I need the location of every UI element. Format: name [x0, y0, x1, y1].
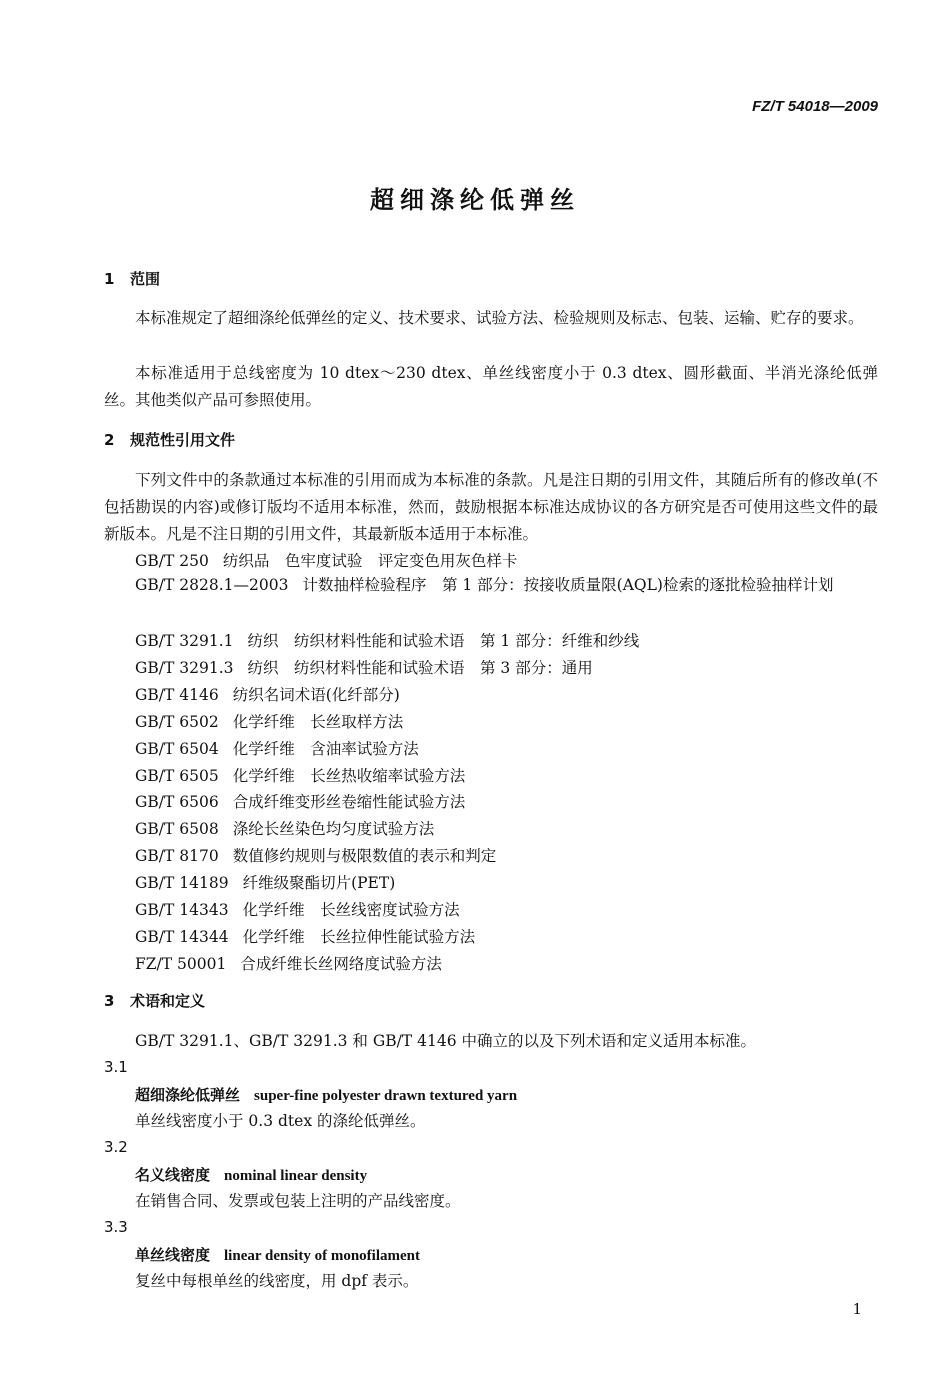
term-chinese: 名义线密度: [135, 1166, 211, 1184]
section-title: 范围: [130, 270, 161, 288]
reference-title: 数值修约规则与极限数值的表示和判定: [232, 847, 497, 866]
page-title: 超细涤纶低弹丝: [370, 186, 580, 214]
reference-code: GB/T 3291.3: [135, 658, 234, 677]
reference-code: GB/T 14343: [135, 901, 229, 919]
section-3-heading: [104, 990, 205, 1011]
reference-code: GB/T 3291.1: [135, 632, 234, 650]
term-heading: [135, 1164, 367, 1185]
reference-item: [135, 844, 496, 866]
term-heading: [135, 1244, 420, 1265]
section-1-paragraph-2: 本标准适用于总线密度为 10 dtex～230 dtex、单丝线密度小于 0.3 dtex、圆形截面、半消光涤纶低弹丝。其他类似产品可参照使用。: [104, 364, 878, 409]
term-number: 3.3: [104, 1218, 128, 1236]
term-english: linear density of monofilament: [224, 1248, 420, 1264]
reference-title: 纺织名词术语(化纤部分): [232, 685, 400, 704]
reference-code: GB/T 6506: [135, 793, 219, 812]
section-1-heading: [104, 268, 160, 289]
reference-title: 化学纤维 长丝取样方法: [232, 712, 404, 731]
reference-code: GB/T 6502: [135, 712, 219, 731]
page-number: 1: [852, 1300, 862, 1318]
reference-code: GB/T 14344: [135, 927, 229, 946]
term-number: 3.1: [104, 1058, 128, 1076]
reference-item: [135, 629, 639, 651]
reference-code: GB/T 6505: [135, 766, 219, 785]
reference-title: 化学纤维 长丝热收缩率试验方法: [232, 766, 466, 785]
reference-title: 合成纤维长丝网络度试验方法: [240, 954, 442, 973]
section-2-heading: [104, 429, 235, 450]
reference-title: 纺织 纺织材料性能和试验术语 第 3 部分：通用: [247, 658, 593, 677]
reference-title: 涤纶长丝染色均匀度试验方法: [232, 820, 435, 839]
section-title: 术语和定义: [130, 992, 206, 1010]
term-english: super-fine polyester drawn textured yarn: [254, 1088, 518, 1104]
term-definition: 在销售合同、发票或包装上注明的产品线密度。: [135, 1192, 461, 1210]
reference-title: 合成纤维变形丝卷缩性能试验方法: [232, 793, 466, 812]
reference-title: 化学纤维 长丝拉伸性能试验方法: [242, 927, 476, 946]
term-chinese: 单丝线密度: [135, 1246, 211, 1264]
section-number: 2: [104, 431, 115, 449]
section-number: 3: [104, 992, 115, 1010]
reference-item: [135, 952, 442, 974]
section-1-paragraph-1: 本标准规定了超细涤纶低弹丝的定义、技术要求、试验方法、检验规则及标志、包装、运输、贮存的要求。: [135, 309, 864, 327]
reference-code: FZ/T 50001: [135, 954, 227, 973]
reference-item: [135, 656, 593, 678]
term-definition: 单丝线密度小于 0.3 dtex 的涤纶低弹丝。: [135, 1112, 426, 1130]
reference-item: [135, 683, 400, 705]
standard-code: FZ/T 54018—2009: [752, 98, 878, 115]
reference-item: [135, 925, 475, 947]
reference-code: GB/T 2828.1—2003: [135, 576, 289, 594]
reference-item: [135, 549, 517, 571]
reference-item: [135, 710, 403, 732]
reference-item: [135, 871, 395, 893]
term-heading: [135, 1084, 517, 1105]
reference-item: [135, 898, 460, 920]
reference-title: 化学纤维 长丝线密度试验方法: [242, 901, 460, 919]
reference-item: [135, 764, 465, 786]
section-3-paragraph: GB/T 3291.1、GB/T 3291.3 和 GB/T 4146 中确立的以及下列术语和定义适用本标准。: [135, 1032, 756, 1050]
reference-code: GB/T 250: [135, 552, 209, 570]
reference-item: [135, 790, 465, 812]
term-english: nominal linear density: [224, 1168, 368, 1184]
reference-item: [135, 737, 419, 759]
reference-title: 化学纤维 含油率试验方法: [232, 739, 419, 758]
reference-code: GB/T 6504: [135, 739, 219, 758]
reference-code: GB/T 8170: [135, 847, 219, 866]
term-number: 3.2: [104, 1138, 128, 1156]
reference-title: 纺织 纺织材料性能和试验术语 第 1 部分：纤维和纱线: [247, 632, 640, 650]
term-definition: 复丝中每根单丝的线密度，用 dpf 表示。: [135, 1272, 419, 1290]
section-number: 1: [104, 270, 115, 288]
reference-code: GB/T 14189: [135, 874, 229, 893]
reference-title: 纤维级聚酯切片(PET): [242, 874, 396, 893]
reference-item: [104, 572, 878, 599]
reference-item: [135, 817, 434, 839]
section-2-paragraph: 下列文件中的条款通过本标准的引用而成为本标准的条款。凡是注日期的引用文件，其随后所有的修改单(不包括勘误的内容)或修订版均不适用本标准，然而，鼓励根据本标准达成协议的各方研究是否可使用这些文件的最新版本。凡是不注日期的引用文件，其最新版本适用于本标准。: [104, 471, 878, 543]
reference-code: GB/T 4146: [135, 685, 219, 704]
reference-title: 计数抽样检验程序 第 1 部分：按接收质量限(AQL)检索的逐批检验抽样计划: [302, 576, 834, 594]
section-title: 规范性引用文件: [130, 431, 236, 449]
reference-code: GB/T 6508: [135, 820, 219, 839]
reference-title: 纺织品 色牢度试验 评定变色用灰色样卡: [222, 552, 518, 570]
term-chinese: 超细涤纶低弹丝: [135, 1086, 241, 1104]
